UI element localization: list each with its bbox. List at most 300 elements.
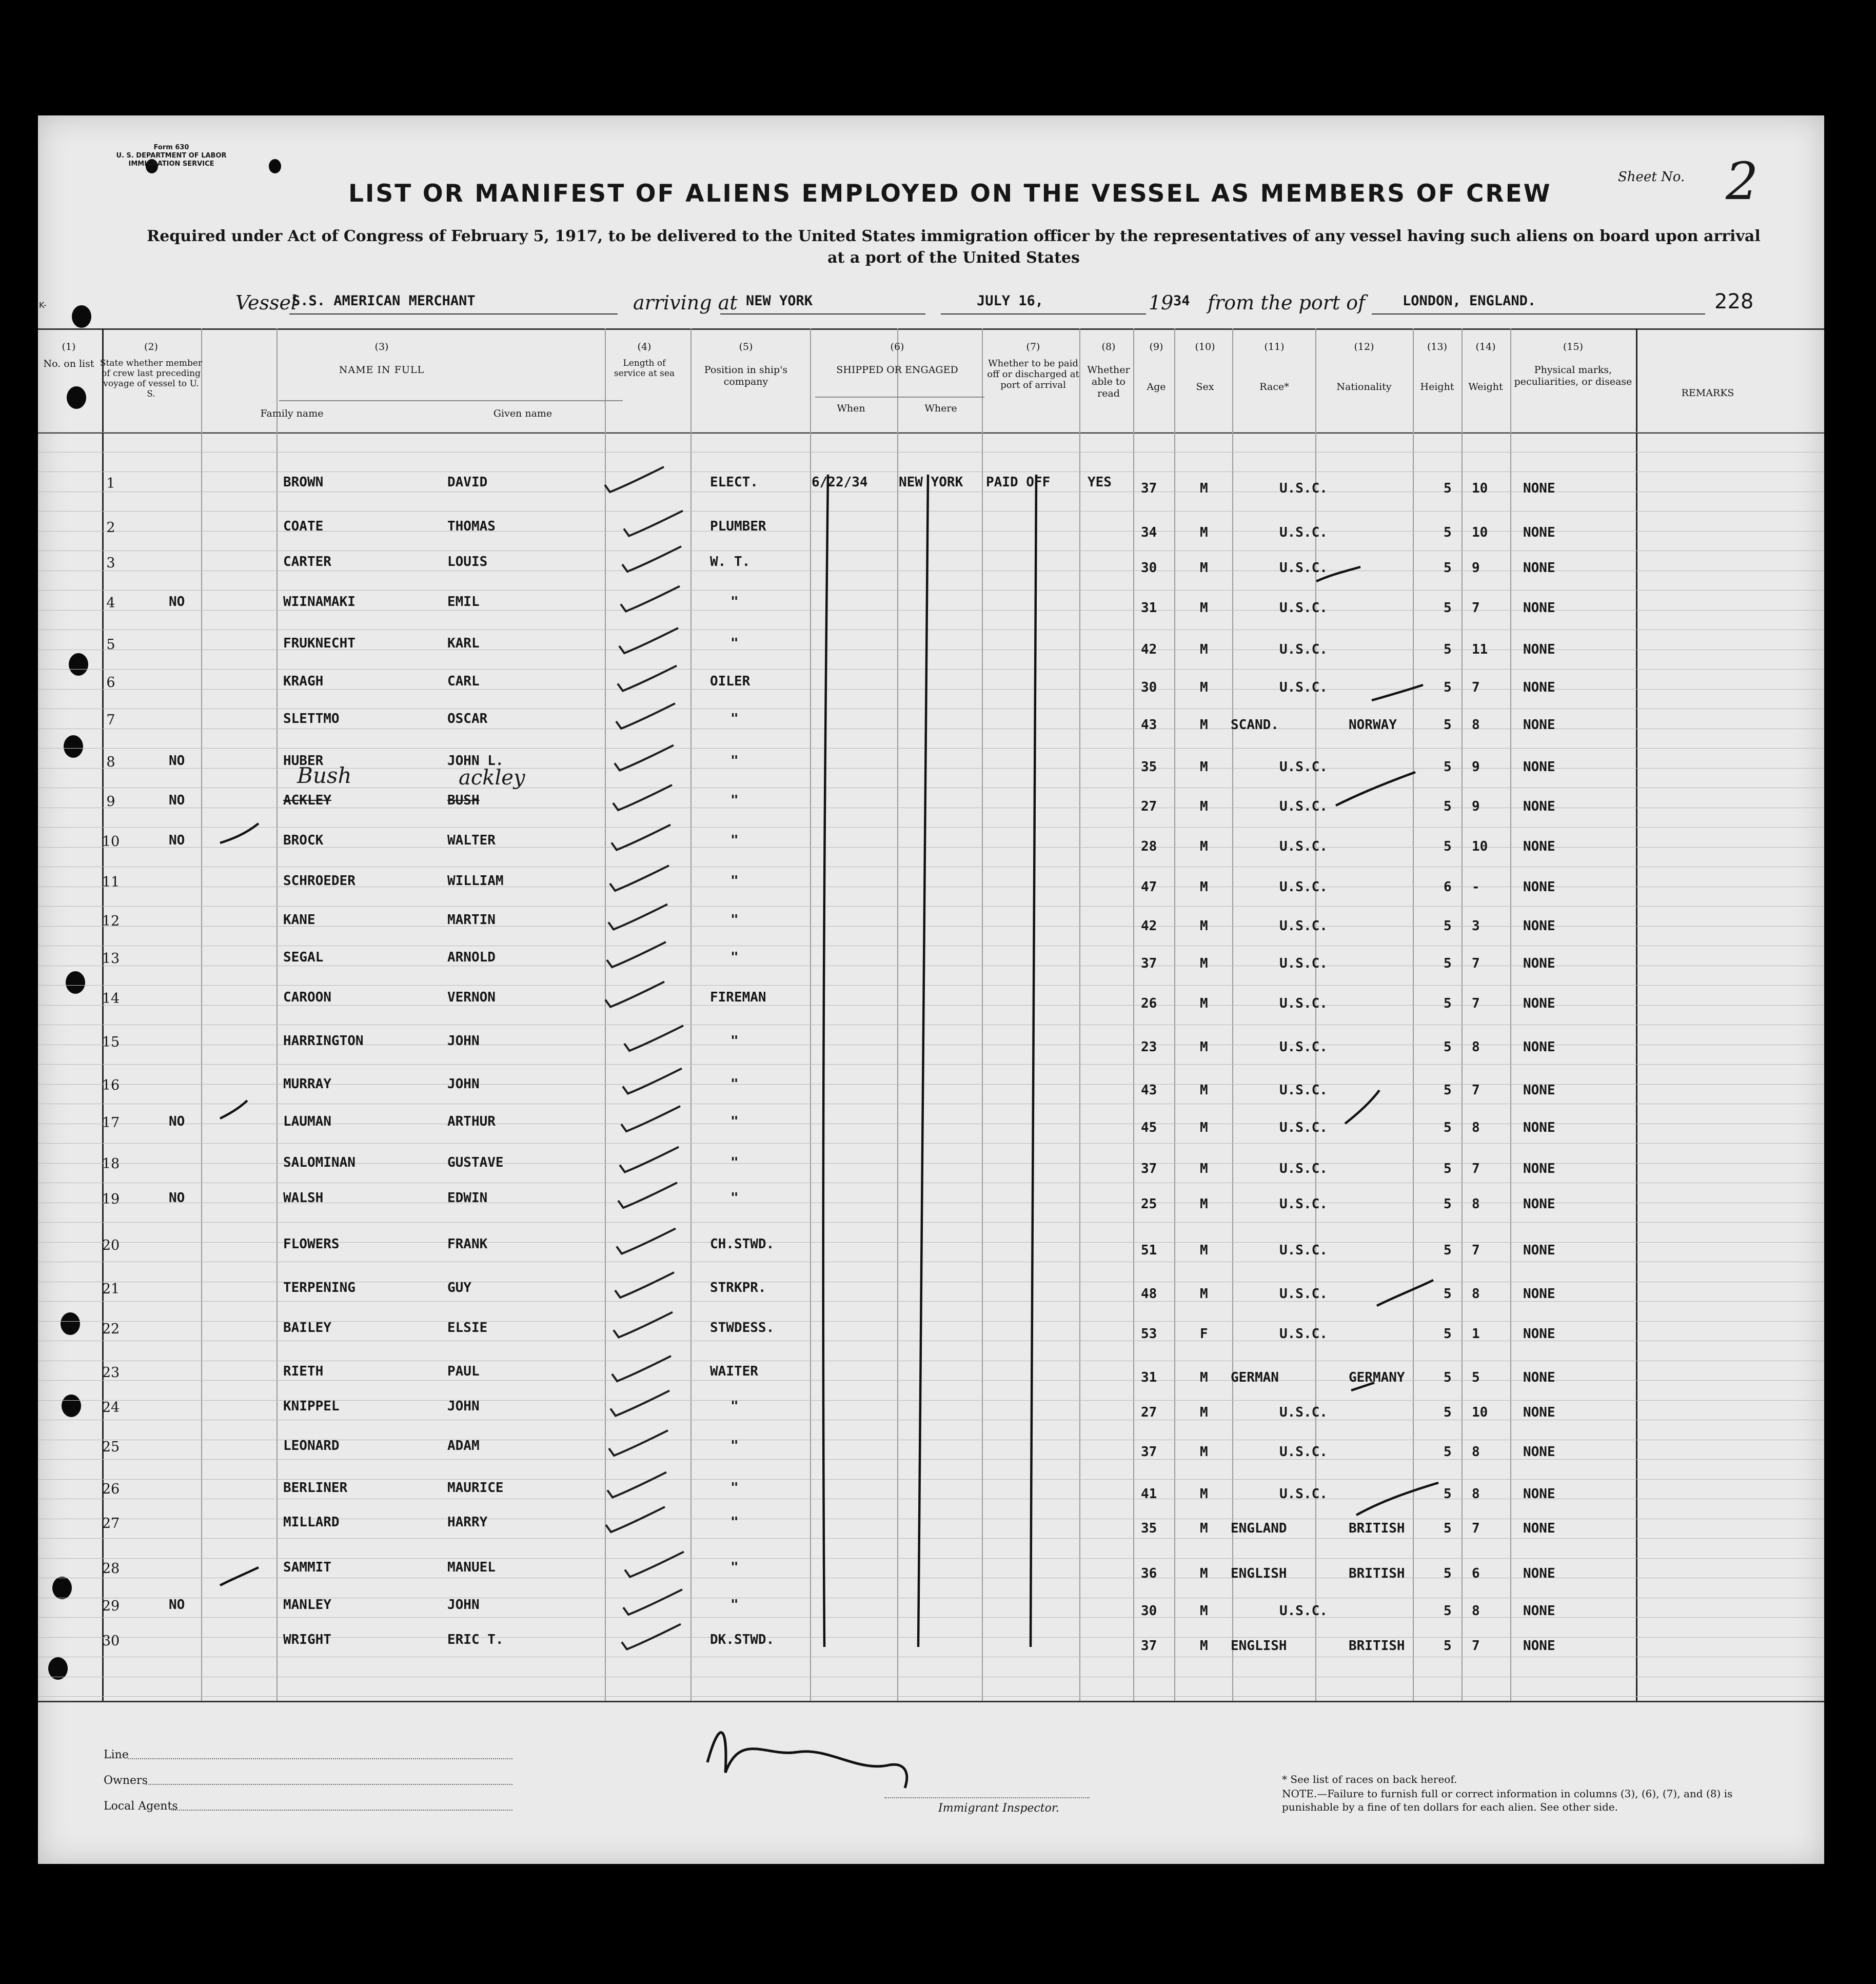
cell-position: " xyxy=(730,1559,739,1575)
margin-mark: K- xyxy=(39,300,47,310)
cell-family: FRUKNECHT xyxy=(283,636,356,651)
cell-nationality: BRITISH xyxy=(1349,1638,1405,1654)
cell-given: ELSIE xyxy=(447,1320,488,1335)
cell-position: " xyxy=(730,1438,739,1453)
cell-family: MANLEY xyxy=(283,1597,331,1613)
cell-position: " xyxy=(730,793,739,808)
cell-height: 5 xyxy=(1444,799,1452,814)
cell-age: 42 xyxy=(1141,918,1157,934)
cell-no: 12 xyxy=(102,913,120,929)
check-mark xyxy=(623,1069,682,1094)
cell-position: " xyxy=(730,1076,739,1092)
cell-weight: 8 xyxy=(1472,1444,1480,1460)
cell-no: 26 xyxy=(102,1481,120,1497)
cell-race: U.S.C. xyxy=(1279,524,1328,540)
col3-label: NAME IN FULL xyxy=(339,364,425,376)
cell-no: 10 xyxy=(102,833,120,850)
cell-age: 48 xyxy=(1141,1286,1157,1302)
cell-age: 35 xyxy=(1141,1521,1157,1536)
cell-position: " xyxy=(730,950,739,965)
cell-given: FRANK xyxy=(447,1236,488,1252)
cell-weight: 11 xyxy=(1472,642,1488,657)
cell-family: TERPENING xyxy=(283,1280,356,1295)
cell-sex: M xyxy=(1200,1120,1208,1135)
check-mark xyxy=(621,1106,680,1131)
cell-nationality: NORWAY xyxy=(1349,717,1397,733)
cell-position: WAITER xyxy=(710,1364,758,1379)
cell-no: 5 xyxy=(106,637,115,653)
cell-no: 11 xyxy=(102,874,120,890)
cell-given: THOMAS xyxy=(447,518,496,534)
cell-no: 30 xyxy=(102,1633,120,1649)
cell-marks: NONE xyxy=(1523,1521,1555,1536)
cell-family: SCHROEDER xyxy=(283,873,356,889)
cell-sex: F xyxy=(1200,1326,1208,1342)
cell-marks: NONE xyxy=(1523,1326,1555,1342)
cell-sex: M xyxy=(1200,1638,1208,1654)
cell-family: SEGAL xyxy=(283,950,324,965)
cell-position: " xyxy=(730,912,739,928)
cell-weight: - xyxy=(1472,879,1480,895)
cell-race: GERMAN xyxy=(1231,1370,1279,1385)
cell-weight: 7 xyxy=(1472,679,1480,695)
cell-family: LAUMAN xyxy=(283,1114,331,1129)
cell-race: U.S.C. xyxy=(1279,1444,1328,1460)
check-mark xyxy=(617,1229,676,1254)
cell-position: " xyxy=(730,1033,739,1049)
col14-label: Weight xyxy=(1468,381,1503,392)
cell-no: 25 xyxy=(102,1439,120,1455)
cell-sex: M xyxy=(1200,1565,1208,1581)
cell-given: BUSH xyxy=(447,793,480,808)
cell-sex: M xyxy=(1200,1082,1208,1098)
cell-no: 14 xyxy=(102,990,120,1007)
cell-marks: NONE xyxy=(1523,1565,1555,1581)
cell-no: 27 xyxy=(102,1516,120,1531)
cell-sex: M xyxy=(1200,879,1208,895)
cell-nationality: BRITISH xyxy=(1349,1565,1405,1581)
cell-sex: M xyxy=(1200,838,1208,854)
line-label: Line xyxy=(104,1749,129,1761)
cell-height: 5 xyxy=(1444,1161,1452,1176)
cell-height: 5 xyxy=(1444,524,1452,540)
cell-position: OILER xyxy=(710,673,751,689)
cell-weight: 8 xyxy=(1472,1196,1480,1212)
check-mark xyxy=(618,1183,677,1208)
cell-marks: NONE xyxy=(1523,600,1555,616)
cell-height: 5 xyxy=(1444,717,1452,733)
cell-position: " xyxy=(730,753,739,769)
cell-family: HARRINGTON xyxy=(283,1033,364,1049)
cell-height: 5 xyxy=(1444,1082,1452,1098)
cell-weight: 1 xyxy=(1472,1326,1480,1342)
cell-weight: 10 xyxy=(1472,524,1488,540)
cell-given: OSCAR xyxy=(447,711,488,726)
page-subtitle: Required under Act of Congress of February 5, 1917, to be delivered to the United States immigration officer by the representatives of any vessel having such aliens on board upon arrival at a port of the United States xyxy=(147,227,1761,267)
cell-race: U.S.C. xyxy=(1279,1404,1328,1420)
cell-race: U.S.C. xyxy=(1279,679,1328,695)
cell-given: VERNON xyxy=(447,989,496,1005)
col12-num: (12) xyxy=(1354,341,1374,352)
cell-given: KARL xyxy=(447,636,480,651)
cell-nationality: BRITISH xyxy=(1349,1521,1405,1536)
cell-no: 22 xyxy=(102,1321,120,1337)
cell-marks: NONE xyxy=(1523,1444,1555,1460)
cell-marks: NONE xyxy=(1523,1370,1555,1385)
cell-no: 2 xyxy=(106,519,115,536)
cell-no: 19 xyxy=(102,1191,120,1207)
cell-marks: NONE xyxy=(1523,918,1555,934)
cell-position: " xyxy=(730,594,739,610)
cell-weight: 8 xyxy=(1472,1039,1480,1055)
cell-marks: NONE xyxy=(1523,1242,1555,1258)
cell-marks: NONE xyxy=(1523,717,1555,733)
cell-race: SCAND. xyxy=(1231,717,1279,733)
form-reference: Form 630 U. S. DEPARTMENT OF LABOR IMMIGRATION SERVICE xyxy=(116,144,227,168)
cell-height: 5 xyxy=(1444,1039,1452,1055)
cell-family: BAILEY xyxy=(283,1320,331,1335)
cell-marks: NONE xyxy=(1523,1120,1555,1135)
col15-num: (15) xyxy=(1563,341,1583,352)
cell-given: CARL xyxy=(447,673,480,689)
ditto-line-paid xyxy=(1031,475,1036,1647)
cell-given: ERIC T. xyxy=(447,1632,504,1647)
cell-position: " xyxy=(730,711,739,726)
cell-height: 5 xyxy=(1444,1404,1452,1420)
cell-no: 6 xyxy=(106,674,115,691)
cell-no: 16 xyxy=(102,1077,120,1093)
cell-given: EMIL xyxy=(447,594,480,610)
cell-marks: NONE xyxy=(1523,679,1555,695)
cell-marks: NONE xyxy=(1523,1082,1555,1098)
sheet-number: 2 xyxy=(1726,151,1759,211)
cell-given: LOUIS xyxy=(447,554,488,569)
col5-num: (5) xyxy=(739,341,753,352)
inspector-label: Immigrant Inspector. xyxy=(938,1802,1059,1815)
cell-weight: 7 xyxy=(1472,1082,1480,1098)
cell-family: FLOWERS xyxy=(283,1236,340,1252)
cell-height: 5 xyxy=(1444,1444,1452,1460)
cell-sex: M xyxy=(1200,1161,1208,1176)
cell-given: GUY xyxy=(447,1280,471,1295)
cell-prev: NO xyxy=(169,753,185,769)
cell-position: FIREMAN xyxy=(710,989,766,1005)
cell-age: 45 xyxy=(1141,1120,1157,1135)
cell-sex: M xyxy=(1200,1196,1208,1212)
col4-label: Length of service at sea xyxy=(614,358,675,379)
cell-family: KRAGH xyxy=(283,673,324,689)
cell-sex: M xyxy=(1200,759,1208,775)
check-mark xyxy=(623,1589,682,1615)
col7-label: Whether to be paid off or discharged at port of arrival xyxy=(987,358,1079,390)
cell-no: 13 xyxy=(102,951,120,967)
cell-no: 15 xyxy=(102,1034,120,1050)
cell-weight: 10 xyxy=(1472,1404,1488,1420)
cell-height: 5 xyxy=(1444,679,1452,695)
cell-when: 6/22/34 xyxy=(812,475,868,490)
cell-race: U.S.C. xyxy=(1279,759,1328,775)
cell-height: 5 xyxy=(1444,995,1452,1011)
cell-marks: NONE xyxy=(1523,1603,1555,1619)
cell-weight: 10 xyxy=(1472,481,1488,496)
cell-age: 37 xyxy=(1141,1444,1157,1460)
cell-prev: NO xyxy=(169,793,185,808)
cell-given: MARTIN xyxy=(447,912,496,928)
cell-no: 24 xyxy=(102,1399,120,1416)
check-mark xyxy=(613,785,672,810)
col2-num: (2) xyxy=(144,341,158,352)
check-mark xyxy=(621,586,680,612)
col15-label: Physical marks, peculiarities, or disease xyxy=(1514,364,1632,387)
from-port: LONDON, ENGLAND. xyxy=(1403,293,1536,309)
check-mark xyxy=(607,942,666,967)
check-mark xyxy=(622,1624,681,1649)
cell-prev: NO xyxy=(169,1190,185,1206)
from-label: from the port of xyxy=(1208,291,1366,314)
cell-height: 5 xyxy=(1444,1196,1452,1212)
check-mark xyxy=(612,1356,671,1381)
cell-age: 30 xyxy=(1141,1603,1157,1619)
cell-marks: NONE xyxy=(1523,1196,1555,1212)
cell-weight: 8 xyxy=(1472,717,1480,733)
agents-label: Local Agents xyxy=(104,1800,178,1813)
cell-prev: NO xyxy=(169,1597,185,1613)
check-mark xyxy=(607,1472,666,1498)
cell-no: 8 xyxy=(106,754,115,770)
cell-position: " xyxy=(730,1154,739,1170)
cell-sex: M xyxy=(1200,1039,1208,1055)
col10-num: (10) xyxy=(1195,341,1215,352)
cell-given: JOHN L. xyxy=(447,753,504,769)
cell-no: 21 xyxy=(102,1281,120,1297)
cell-weight: 5 xyxy=(1472,1370,1480,1385)
cell-family: RIETH xyxy=(283,1364,324,1379)
cell-weight: 8 xyxy=(1472,1286,1480,1302)
cell-position: " xyxy=(730,832,739,848)
col3-family: Family name xyxy=(260,408,324,419)
cell-family: CAROON xyxy=(283,989,331,1005)
cell-height: 5 xyxy=(1444,838,1452,854)
cell-age: 25 xyxy=(1141,1196,1157,1212)
cell-no: 3 xyxy=(106,555,115,571)
arriving-label: arriving at xyxy=(633,291,738,314)
year: 34 xyxy=(1173,293,1190,309)
cell-no: 20 xyxy=(102,1237,120,1253)
cell-race: ENGLISH xyxy=(1231,1565,1287,1581)
cell-age: 28 xyxy=(1141,838,1157,854)
col2-label: State whether member of crew last preceding voyage of vessel to U. S. xyxy=(100,358,203,399)
cell-age: 37 xyxy=(1141,1638,1157,1654)
cell-age: 36 xyxy=(1141,1565,1157,1581)
ink-annotations xyxy=(38,115,1824,1864)
cell-family: WIINAMAKI xyxy=(283,594,356,610)
cell-age: 42 xyxy=(1141,642,1157,657)
cell-family: SLETTMO xyxy=(283,711,340,726)
cell-weight: 8 xyxy=(1472,1486,1480,1502)
check-mark xyxy=(615,745,674,771)
cell-position: " xyxy=(730,1398,739,1414)
vessel-label: Vessel xyxy=(235,291,298,314)
cell-given: ARNOLD xyxy=(447,950,496,965)
col12-label: Nationality xyxy=(1336,381,1392,392)
cell-race: U.S.C. xyxy=(1279,1326,1328,1342)
col9-label: Age xyxy=(1147,381,1166,392)
cell-sex: M xyxy=(1200,918,1208,934)
col6-where: Where xyxy=(924,403,957,414)
cell-family: KNIPPEL xyxy=(283,1398,340,1414)
check-mark xyxy=(625,1552,684,1577)
check-mark xyxy=(610,866,669,891)
cell-height: 5 xyxy=(1444,759,1452,775)
cell-race: U.S.C. xyxy=(1279,995,1328,1011)
check-mark xyxy=(605,982,664,1007)
cell-height: 5 xyxy=(1444,600,1452,616)
col3-given: Given name xyxy=(493,408,552,419)
cell-position: " xyxy=(730,1515,739,1530)
cell-where: NEW YORK xyxy=(899,475,963,490)
cell-paid: PAID OFF xyxy=(986,475,1051,490)
ditto-line-where xyxy=(918,475,928,1647)
owners-label: Owners xyxy=(104,1774,148,1787)
cell-sex: M xyxy=(1200,560,1208,576)
cell-race: U.S.C. xyxy=(1279,1039,1328,1055)
sheet-label: Sheet No. xyxy=(1618,169,1685,185)
cell-family: BROCK xyxy=(283,832,324,848)
cell-position: " xyxy=(730,873,739,889)
col16-label: REMARKS xyxy=(1681,387,1734,399)
cell-height: 5 xyxy=(1444,481,1452,496)
cell-sex: M xyxy=(1200,1370,1208,1385)
col11-num: (11) xyxy=(1264,341,1285,352)
cell-family: LEONARD xyxy=(283,1438,340,1453)
cell-position: W. T. xyxy=(710,554,751,569)
col1-num: (1) xyxy=(62,341,76,352)
cell-given: GUSTAVE xyxy=(447,1154,504,1170)
cell-weight: 7 xyxy=(1472,995,1480,1011)
cell-age: 30 xyxy=(1141,679,1157,695)
cell-height: 5 xyxy=(1444,1286,1452,1302)
cell-position: " xyxy=(730,1114,739,1129)
check-mark xyxy=(616,703,675,729)
col3-num: (3) xyxy=(374,341,389,352)
col13-label: Height xyxy=(1420,381,1454,392)
col9-num: (9) xyxy=(1149,341,1163,352)
cell-height: 5 xyxy=(1444,1486,1452,1502)
col5-label: Position in ship's company xyxy=(704,364,788,387)
cell-given: WALTER xyxy=(447,832,496,848)
cell-given: MAURICE xyxy=(447,1480,504,1496)
cell-height: 5 xyxy=(1444,1603,1452,1619)
given-correction: ackley xyxy=(459,766,525,790)
cell-family: SALOMINAN xyxy=(283,1154,356,1170)
vessel-name: S.S. AMERICAN MERCHANT xyxy=(292,293,476,309)
check-mark xyxy=(608,905,667,930)
cell-marks: NONE xyxy=(1523,524,1555,540)
cell-position: " xyxy=(730,1190,739,1206)
col7-num: (7) xyxy=(1026,341,1040,352)
cell-prev: NO xyxy=(169,1114,185,1129)
cell-height: 5 xyxy=(1444,1370,1452,1385)
cell-sex: M xyxy=(1200,1444,1208,1460)
cell-position: ELECT. xyxy=(710,475,758,490)
cell-marks: NONE xyxy=(1523,1161,1555,1176)
check-mark xyxy=(622,546,681,572)
cell-no: 9 xyxy=(106,794,115,810)
cell-race: U.S.C. xyxy=(1279,918,1328,934)
cell-no: 18 xyxy=(102,1155,120,1172)
cell-given: WILLIAM xyxy=(447,873,504,889)
cell-race: U.S.C. xyxy=(1279,799,1328,814)
cell-marks: NONE xyxy=(1523,956,1555,971)
cell-marks: NONE xyxy=(1523,1486,1555,1502)
check-mark xyxy=(615,1272,674,1298)
cell-position: CH.STWD. xyxy=(710,1236,775,1252)
cell-race: U.S.C. xyxy=(1279,1486,1328,1502)
cell-race: U.S.C. xyxy=(1279,1082,1328,1098)
cell-race: ENGLAND xyxy=(1231,1521,1287,1536)
cell-race: U.S.C. xyxy=(1279,1603,1328,1619)
cell-sex: M xyxy=(1200,600,1208,616)
cell-height: 5 xyxy=(1444,642,1452,657)
check-mark xyxy=(610,1391,669,1416)
cell-no: 17 xyxy=(102,1115,120,1131)
cell-sex: M xyxy=(1200,1286,1208,1302)
cell-marks: NONE xyxy=(1523,759,1555,775)
col8-label: Whether able to read xyxy=(1087,364,1130,399)
cell-race: U.S.C. xyxy=(1279,956,1328,971)
cell-weight: 7 xyxy=(1472,1242,1480,1258)
col10-label: Sex xyxy=(1196,381,1214,392)
cell-race: U.S.C. xyxy=(1279,838,1328,854)
cell-family: MURRAY xyxy=(283,1076,331,1092)
col6-when: When xyxy=(837,403,865,414)
cell-age: 43 xyxy=(1141,717,1157,733)
cell-age: 43 xyxy=(1141,1082,1157,1098)
cell-sex: M xyxy=(1200,524,1208,540)
check-mark xyxy=(605,467,664,492)
cell-prev: NO xyxy=(169,594,185,610)
cell-position: STWDESS. xyxy=(710,1320,775,1335)
cell-age: 26 xyxy=(1141,995,1157,1011)
cell-family: WRIGHT xyxy=(283,1632,331,1647)
cell-age: 35 xyxy=(1141,759,1157,775)
col6-num: (6) xyxy=(890,341,904,352)
cell-weight: 7 xyxy=(1472,1521,1480,1536)
page-title: LIST OR MANIFEST OF ALIENS EMPLOYED ON THE VESSEL AS MEMBERS OF CREW xyxy=(348,180,1552,208)
check-mark xyxy=(619,628,678,653)
cell-sex: M xyxy=(1200,642,1208,657)
cell-given: HARRY xyxy=(447,1515,488,1530)
cell-nationality: GERMANY xyxy=(1349,1370,1405,1385)
cell-given: DAVID xyxy=(447,475,488,490)
cell-family: BERLINER xyxy=(283,1480,348,1496)
cell-age: 23 xyxy=(1141,1039,1157,1055)
cell-given: ARTHUR xyxy=(447,1114,496,1129)
cell-race: U.S.C. xyxy=(1279,1286,1328,1302)
cell-given: JOHN xyxy=(447,1398,480,1414)
cell-marks: NONE xyxy=(1523,1286,1555,1302)
cell-race: U.S.C. xyxy=(1279,481,1328,496)
cell-no: 4 xyxy=(106,595,115,611)
cell-no: 23 xyxy=(102,1365,120,1381)
cell-weight: 10 xyxy=(1472,838,1488,854)
family-correction: Bush xyxy=(297,763,352,788)
cell-age: 41 xyxy=(1141,1486,1157,1502)
cell-sex: M xyxy=(1200,956,1208,971)
cell-position: STRKPR. xyxy=(710,1280,766,1295)
cell-weight: 9 xyxy=(1472,759,1480,775)
check-mark xyxy=(614,1312,673,1338)
